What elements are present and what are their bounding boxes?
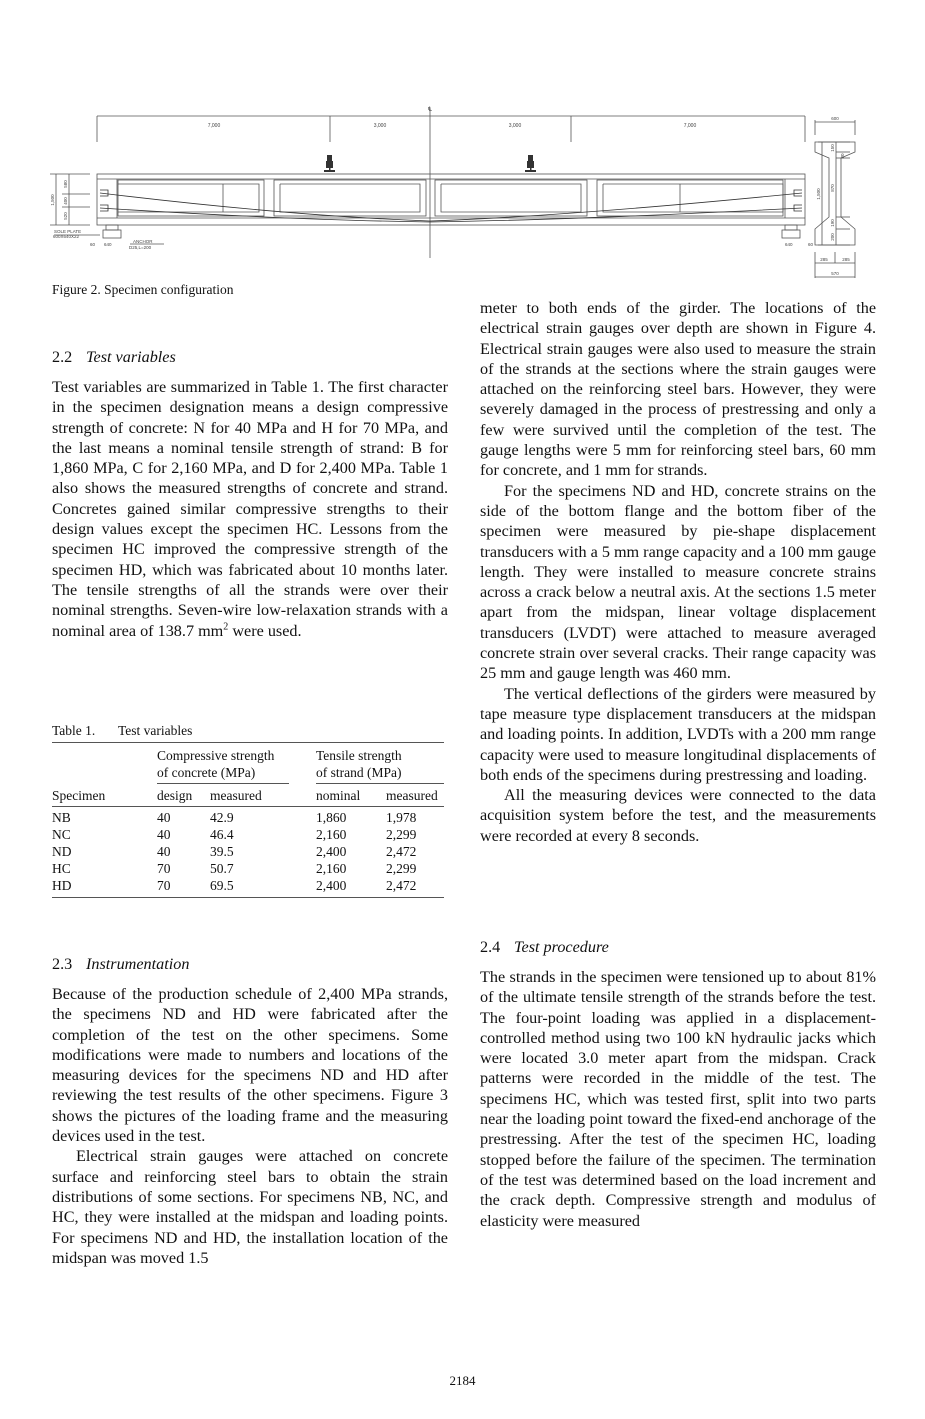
group-header-tensile-line1: Tensile strength: [316, 748, 402, 763]
span-dim-2: 3,000: [373, 123, 387, 129]
paragraph-text: Test variables are summarized in Table 1. The first character in the specimen designation means a design compressive strength of concrete: N for 40 MPa and H for 70 MPa, and the last means a nominal tensile strength of strand: B for 1,860 MPa, C for 2,160 MPa, and D for 2,400 MPa. Table 1 also shows the measured strengths of concrete and strand. Concretes gained similar compressive strengths to their design values except the specimen HC. Lessons from the specimen HC improved the compressive strength of the specimen HD, which was fabricated about 10 months later. The tensile strengths of all the strands were over their nominal strengths. Seven-wire low-relaxation strands with a nominal area of 138.7 mm: [52, 378, 448, 640]
total-depth-left: 1,500: [50, 194, 55, 206]
table-cell: 2,299: [386, 861, 417, 876]
table-label: Table 1.: [52, 723, 96, 738]
section-number: 2.4: [480, 938, 501, 956]
section-instrumentation: [52, 954, 448, 1268]
table-cell: HD: [52, 878, 72, 893]
span-dim-1: 7,000: [207, 123, 221, 129]
table-cell: 2,160: [316, 861, 347, 876]
support-dim-left-1: 60: [90, 242, 96, 247]
table-cell: NB: [52, 810, 71, 825]
table-cell: ND: [52, 844, 72, 859]
table-cell: 2,472: [386, 878, 417, 893]
end-depth-dim-2: 400: [63, 197, 68, 205]
section-test-procedure: [480, 937, 876, 1231]
table-top-rule: [52, 742, 444, 743]
span-dim-3: 3,000: [508, 123, 522, 129]
paragraph: For the specimens ND and HD, concrete strains on the side of the bottom flange and the bottom fiber of the specimen were measured by pie-shape displacement transducers with a 5 mm range capacity and a 100 mm gauge length. They were installed to measure concrete strains across a crack below a neutral axis. At the sections 1.5 meter apart from the midspan, linear voltage displacement transducers (LVDT) were attached to measure averaged concrete strain over several cracks. Their range capacity was 25 mm and gauge length was 460 mm.: [480, 481, 877, 683]
specimen-configuration-figure: [40, 100, 885, 280]
group-header-compressive-line2: of concrete (MPa): [157, 765, 256, 780]
figure-caption: Figure 2. Specimen configuration: [52, 282, 234, 297]
table-cell: 40: [157, 810, 171, 825]
paragraph: meter to both ends of the girder. The locations of the electrical strain gauges over depth are shown in Figure 4. Electrical strain gauges were also used to measure the strain of the strands at the sections where the strain gauges were attached on the reinforcing steel bars. However, they were severely damaged in the process of prestressing and only a few were survived until the completion of the test. The gauge lengths were 5 mm for reinforcing steel bars, 60 mm for concrete, and 1 mm for strands.: [480, 299, 876, 480]
loading-jack-icon: [324, 155, 335, 172]
table-cell: 46.4: [210, 827, 234, 842]
table-cell: 2,299: [386, 827, 417, 842]
table-cell: 2,160: [316, 827, 347, 842]
table-bottom-rule: [52, 897, 444, 898]
table-cell: 50.7: [210, 861, 234, 876]
section-bottom-width: 570: [831, 271, 839, 276]
section-title: Instrumentation: [86, 955, 190, 973]
section-depth-3: 870: [830, 184, 835, 192]
section-number: 2.2: [52, 348, 73, 366]
paragraph: The vertical deflections of the girders were measured by tape measure type displacement transducers at the midspan and loading points. In addition, LVDTs with a 200 mm range capacity were used to measure longitudinal displacements of both ends of the specimens during prestressing and loading.: [480, 684, 876, 784]
table-cell: 39.5: [210, 844, 234, 859]
column-header: nominal: [316, 788, 361, 803]
end-depth-dim-3: 520: [63, 212, 68, 220]
sole-plate-label: SOLE PLATE: [54, 229, 82, 234]
group-header-tensile-line2: of strand (MPa): [316, 765, 402, 780]
table-cell: 69.5: [210, 878, 234, 893]
paragraph: The strands in the specimen were tensioned up to about 81% of the ultimate tensile strength of the strands before the test. The four-point loading was applied in a displacement-controlled method using two 100 kN hydraulic jacks which were located 3.0 meter apart from the midspan. Crack patterns were recorded in the middle of the test. The specimens HC, which was tested first, split into two parts near the loading point toward the fixed-end anchorage of the prestressing. After the test of the specimen HC, loading stopped before the failure of the specimen. The termination of the test was determined based on the load increment and the crack depth. Compressive strength and modulus of elasticity were measured: [480, 968, 876, 1230]
centerline-symbol: ℄: [428, 107, 432, 113]
table-group-rule: [157, 783, 289, 784]
table-cell: 2,472: [386, 844, 417, 859]
column-header: measured: [386, 788, 438, 803]
superscript: 2: [223, 621, 229, 633]
table-cell: NC: [52, 827, 71, 842]
instrumentation-continued: [480, 298, 876, 846]
table-group-rule: [316, 783, 444, 784]
support-dim-left-2: 640: [104, 242, 112, 247]
column-header: design: [157, 788, 193, 803]
section-heading: [480, 937, 876, 957]
section-depth-1: 150: [830, 144, 835, 152]
loading-jack-icon: [525, 155, 536, 172]
span-dim-4: 7,000: [683, 123, 697, 129]
column-header: measured: [210, 788, 262, 803]
table-cell: 2,400: [316, 878, 347, 893]
section-test-variables: [52, 347, 448, 641]
anchor-size: D25,L=200: [129, 245, 152, 250]
table-cell: 1,978: [386, 810, 417, 825]
paragraph: All the measuring devices were connected to the data acquisition system before the test, and the measurements were recorded at every 8 seconds.: [480, 786, 876, 845]
section-title: Test variables: [86, 348, 176, 366]
paragraph: [52, 377, 448, 641]
table-cell: 1,860: [316, 810, 347, 825]
group-header-compressive-line1: Compressive strength: [157, 748, 275, 763]
section-heading: [52, 347, 448, 367]
table-cell: HC: [52, 861, 71, 876]
section-depth-5: 200: [830, 233, 835, 241]
table-cell: 40: [157, 844, 171, 859]
table-cell: 70: [157, 861, 171, 876]
paragraph: Electrical strain gauges were attached on concrete surface and reinforcing steel bars to obtain the strain distributions of some sections. For specimens NB, NC, and HC, they were installed at the midspan and loading points. For specimens ND and HD, the installation location of the midspan was moved 1.5: [52, 1147, 448, 1267]
section-depth-4: 190: [830, 219, 835, 227]
support-dim-right-2: 60: [808, 242, 814, 247]
section-depth-2: 80: [840, 153, 845, 159]
paragraph: Because of the production schedule of 2,400 MPa strands, the specimens ND and HD were fabricated after the completion of the test on the other specimens. Some modifications were made to numbers and locations of the measuring devices for the specimens ND and HD after reviewing the test results of the other specimens. Figure 3 shows the pictures of the loading frame and the measuring devices used in the test.: [52, 985, 448, 1146]
page-number: 2184: [449, 1373, 476, 1388]
sole-plate-size: 600X640X22: [53, 234, 80, 239]
table-title: Test variables: [118, 723, 193, 738]
support-dim-right-1: 640: [785, 242, 793, 247]
table-cell: 40: [157, 827, 171, 842]
anchor-label: ANCHOR: [133, 239, 153, 244]
section-total-depth: 1,500: [816, 188, 821, 200]
section-half-width-1: 285: [820, 257, 828, 262]
paragraph-text-end: were used.: [228, 621, 302, 640]
column-header: Specimen: [52, 788, 106, 803]
table-header-rule: [52, 806, 444, 807]
end-depth-dim-1: 580: [63, 180, 68, 188]
section-half-width-2: 285: [842, 257, 850, 262]
section-heading: [52, 954, 448, 974]
section-title: Test procedure: [514, 938, 609, 956]
table-cell: 70: [157, 878, 171, 893]
table-cell: 2,400: [316, 844, 347, 859]
table-caption: [52, 723, 192, 739]
section-number: 2.3: [52, 955, 73, 973]
table-cell: 42.9: [210, 810, 234, 825]
section-top-width: 600: [831, 116, 839, 121]
